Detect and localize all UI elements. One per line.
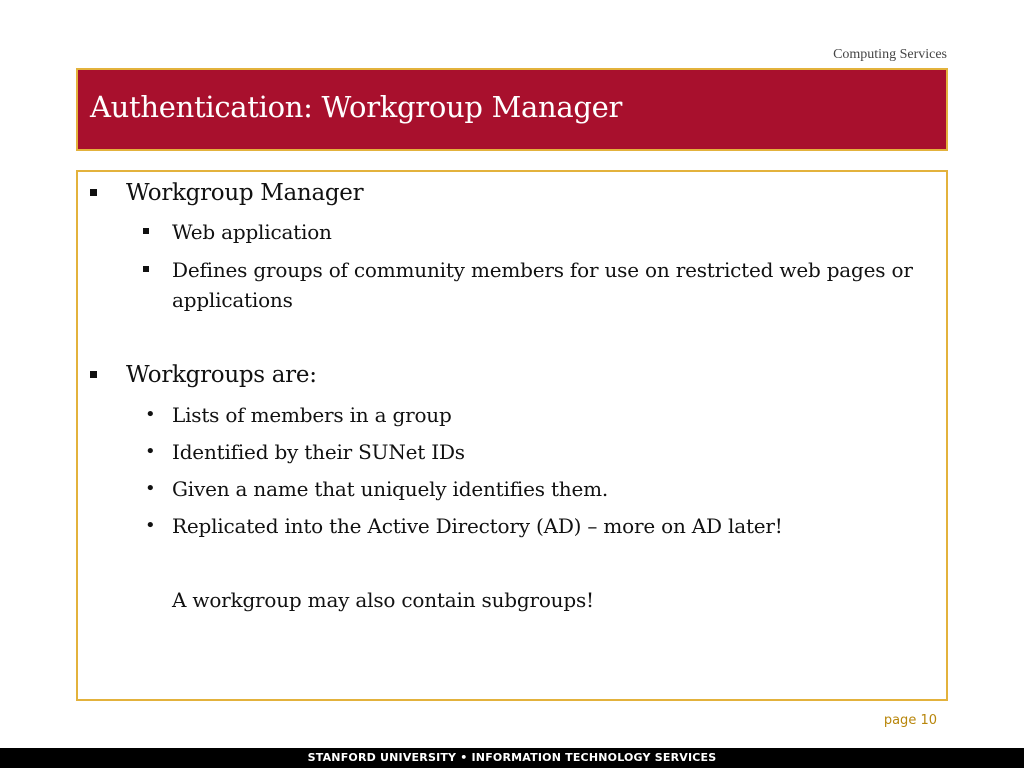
dot-bullet-identified-by <box>145 437 942 467</box>
sub-bullet-web-application <box>172 217 942 247</box>
slide-title: Authentication: Workgroup Manager <box>90 90 623 124</box>
dot-bullet-icon: • <box>145 404 156 425</box>
sub-bullet-text: Defines groups of community members for use on restricted web pages or applications <box>172 258 913 312</box>
footer-banner: STANFORD UNIVERSITY • INFORMATION TECHNOLOGY SERVICES <box>0 748 1024 768</box>
sub-bullet-text: Replicated into the Active Directory (AD) – more on AD later! <box>172 514 783 538</box>
sub-bullet-text: Lists of members in a group <box>172 403 452 427</box>
sub-bullet-text: Identified by their SUNet IDs <box>172 440 465 464</box>
dot-bullet-lists-of-members <box>145 400 942 430</box>
dot-bullet-icon: • <box>145 478 156 499</box>
bullet-workgroup-manager <box>126 180 363 206</box>
square-bullet-icon <box>90 371 97 378</box>
square-bullet-icon <box>143 228 149 234</box>
dot-bullet-given-a-name <box>145 474 942 504</box>
org-label: Computing Services <box>833 47 947 62</box>
dot-bullet-icon: • <box>145 441 156 462</box>
sub-bullet-text: Given a name that uniquely identifies them. <box>172 477 609 501</box>
square-bullet-icon <box>143 266 149 272</box>
bullet-workgroups-are <box>126 362 317 388</box>
sub-bullet-text: Web application <box>172 220 332 244</box>
bullet-text: Workgroups are: <box>126 362 317 388</box>
bullet-text: Workgroup Manager <box>126 180 364 206</box>
content-box <box>76 170 948 701</box>
square-bullet-icon <box>90 189 97 196</box>
dot-bullet-icon: • <box>145 515 156 536</box>
subgroups-note: A workgroup may also contain subgroups! <box>172 588 594 612</box>
dot-bullet-replicated <box>145 511 942 541</box>
sub-bullet-defines-groups <box>172 255 942 315</box>
page-number: page 10 <box>883 713 937 728</box>
title-bar <box>76 68 948 151</box>
